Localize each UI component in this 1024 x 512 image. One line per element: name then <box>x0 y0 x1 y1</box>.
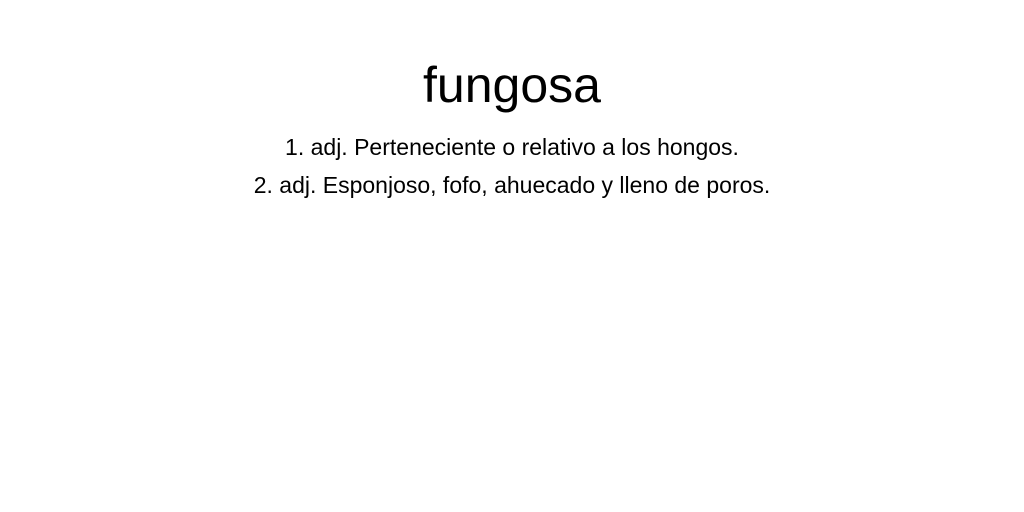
definition-item: 1. adj. Perteneciente o relativo a los hongos. <box>285 134 739 160</box>
definition-item: 2. adj. Esponjoso, fofo, ahuecado y lleno de poros. <box>253 172 771 198</box>
definition-list <box>0 128 1024 204</box>
headword-title: fungosa <box>423 57 601 113</box>
